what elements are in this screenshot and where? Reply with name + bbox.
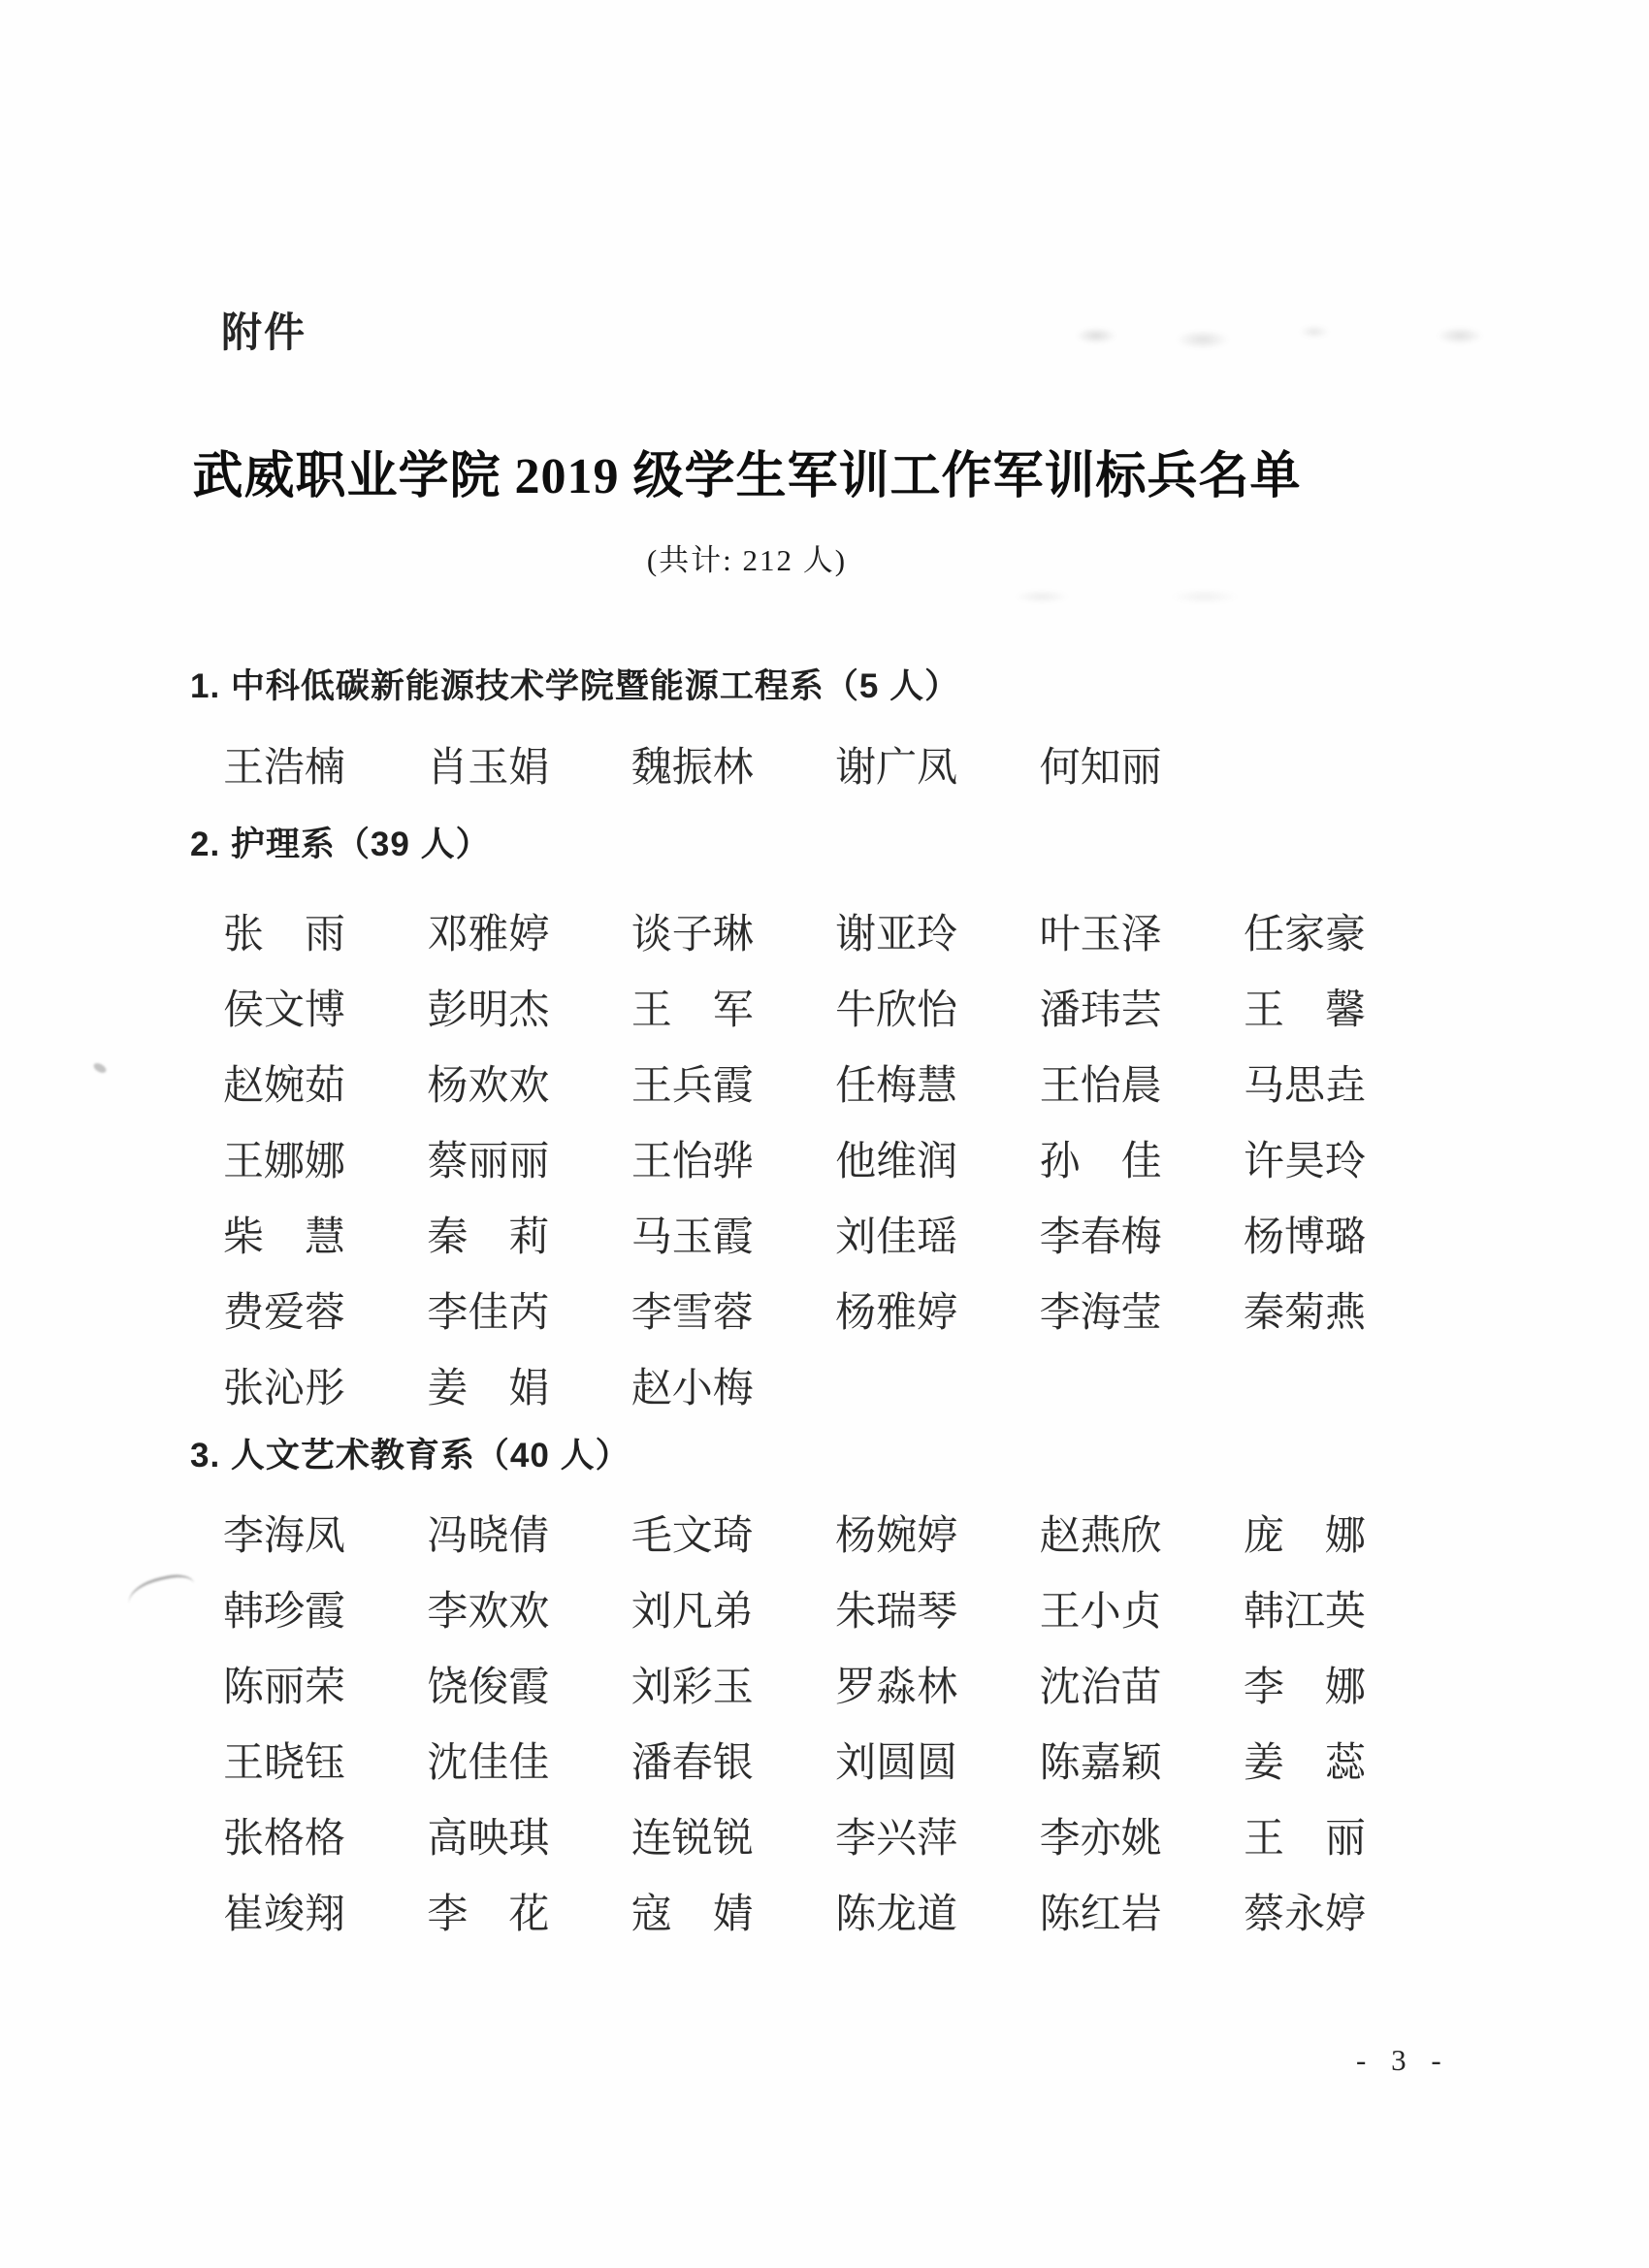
student-name: 许昊玲	[1243, 1140, 1366, 1184]
name-row	[223, 1063, 1368, 1139]
scan-artifact	[92, 1061, 108, 1075]
student-name: 张 雨	[223, 913, 346, 957]
name-row	[223, 1215, 1368, 1290]
student-name: 朱瑞琴	[835, 1590, 958, 1635]
name-rows	[223, 912, 1368, 1442]
name-row	[223, 1139, 1368, 1215]
name-row	[223, 1366, 1368, 1442]
student-name: 陈嘉颖	[1039, 1741, 1162, 1786]
student-name: 肖玉娟	[427, 746, 550, 791]
student-name: 刘佳瑶	[835, 1215, 958, 1260]
student-name: 王浩楠	[223, 746, 346, 791]
student-name: 秦菊燕	[1243, 1291, 1366, 1336]
student-name: 潘玮芸	[1039, 988, 1162, 1033]
student-name: 李海莹	[1039, 1291, 1162, 1336]
student-name: 刘彩玉	[630, 1666, 754, 1710]
student-name: 王娜娜	[223, 1140, 346, 1184]
student-name: 张沁彤	[223, 1367, 346, 1411]
student-name: 马玉霞	[630, 1215, 754, 1260]
student-name: 李佳芮	[427, 1291, 550, 1336]
student-name: 李海凤	[223, 1514, 346, 1559]
student-name: 李 花	[427, 1893, 550, 1937]
student-name: 杨博璐	[1243, 1215, 1366, 1260]
name-rows	[223, 1513, 1368, 1967]
name-row	[223, 1740, 1368, 1816]
student-name: 柴 慧	[223, 1215, 346, 1260]
student-name: 沈治苗	[1039, 1666, 1162, 1710]
student-name: 魏振林	[630, 746, 754, 791]
student-name: 谈子琳	[630, 913, 754, 957]
name-row	[223, 1290, 1368, 1366]
student-name: 李 娜	[1243, 1666, 1366, 1710]
name-row	[223, 1589, 1368, 1665]
student-name: 刘圆圆	[835, 1741, 958, 1786]
page-number: - 3 -	[1356, 2043, 1450, 2077]
student-name: 潘春银	[630, 1741, 754, 1786]
student-name: 李雪蓉	[630, 1291, 754, 1336]
student-name: 陈丽荣	[223, 1666, 346, 1710]
section-humanities-arts-education	[190, 1434, 1374, 1967]
section-heading: 1. 中科低碳新能源技术学院暨能源工程系（5 人）	[190, 667, 960, 705]
student-name: 赵小梅	[630, 1367, 754, 1411]
student-name: 连锐锐	[630, 1817, 754, 1862]
section-heading: 2. 护理系（39 人）	[190, 826, 491, 863]
name-row	[223, 1513, 1368, 1589]
student-name: 杨欢欢	[427, 1064, 550, 1109]
scan-artifact	[1048, 316, 1533, 355]
student-name: 杨雅婷	[835, 1291, 958, 1336]
student-name: 李兴萍	[835, 1817, 958, 1862]
student-name: 王 丽	[1243, 1817, 1366, 1862]
student-name: 邓雅婷	[427, 913, 550, 957]
student-name: 韩珍霞	[223, 1590, 346, 1635]
name-row	[223, 1816, 1368, 1892]
student-name: 毛文琦	[630, 1514, 754, 1559]
student-name: 李亦姚	[1039, 1817, 1162, 1862]
student-name: 任家豪	[1243, 913, 1366, 957]
student-name: 崔竣翔	[223, 1893, 346, 1937]
student-name: 他维润	[835, 1140, 958, 1184]
student-name: 秦 莉	[427, 1215, 550, 1260]
name-row	[223, 912, 1368, 988]
student-name: 何知丽	[1039, 746, 1162, 791]
student-name: 陈红岩	[1039, 1893, 1162, 1937]
student-name: 冯晓倩	[427, 1514, 550, 1559]
student-name: 韩江英	[1243, 1590, 1366, 1635]
student-name: 谢亚玲	[835, 913, 958, 957]
scan-artifact	[125, 1571, 199, 1620]
student-name: 陈龙道	[835, 1893, 958, 1937]
student-name: 王晓钰	[223, 1741, 346, 1786]
name-row	[223, 1665, 1368, 1740]
section-energy-engineering	[190, 664, 1374, 821]
student-name: 赵婉茹	[223, 1064, 346, 1109]
name-rows	[223, 745, 1368, 821]
student-name: 饶俊霞	[427, 1666, 550, 1710]
scan-artifact	[960, 582, 1368, 611]
student-name: 李欢欢	[427, 1590, 550, 1635]
student-name: 刘凡弟	[630, 1590, 754, 1635]
section-nursing	[190, 823, 1374, 1442]
student-name: 姜 蕊	[1243, 1741, 1366, 1786]
total-count-subtitle: (共计: 212 人)	[646, 543, 848, 577]
name-row	[223, 1892, 1368, 1967]
student-name: 蔡丽丽	[427, 1140, 550, 1184]
name-row	[223, 988, 1368, 1063]
student-name: 王小贞	[1039, 1590, 1162, 1635]
student-name: 李春梅	[1039, 1215, 1162, 1260]
student-name: 费爱蓉	[223, 1291, 346, 1336]
student-name: 王怡骅	[630, 1140, 754, 1184]
student-name: 牛欣怡	[835, 988, 958, 1033]
student-name: 张格格	[223, 1817, 346, 1862]
attachment-label: 附件	[221, 309, 307, 355]
student-name: 马思垚	[1243, 1064, 1366, 1109]
student-name: 王怡晨	[1039, 1064, 1162, 1109]
student-name: 孙 佳	[1039, 1140, 1162, 1184]
student-name: 沈佳佳	[427, 1741, 550, 1786]
student-name: 王 军	[630, 988, 754, 1033]
student-name: 寇 婧	[630, 1893, 754, 1937]
document-title: 武威职业学院 2019 级学生军训工作军训标兵名单	[192, 449, 1302, 504]
name-row	[223, 745, 1368, 821]
student-name: 王兵霞	[630, 1064, 754, 1109]
student-name: 蔡永婷	[1243, 1893, 1366, 1937]
student-name: 姜 娟	[427, 1367, 550, 1411]
student-name: 高映琪	[427, 1817, 550, 1862]
student-name: 赵燕欣	[1039, 1514, 1162, 1559]
student-name: 杨婉婷	[835, 1514, 958, 1559]
student-name: 庞 娜	[1243, 1514, 1366, 1559]
student-name: 王 馨	[1243, 988, 1366, 1033]
student-name: 谢广凤	[835, 746, 958, 791]
student-name: 任梅慧	[835, 1064, 958, 1109]
section-heading: 3. 人文艺术教育系（40 人）	[190, 1437, 630, 1474]
student-name: 罗淼林	[835, 1666, 958, 1710]
student-name: 彭明杰	[427, 988, 550, 1033]
student-name: 侯文博	[223, 988, 346, 1033]
student-name: 叶玉泽	[1039, 913, 1162, 957]
